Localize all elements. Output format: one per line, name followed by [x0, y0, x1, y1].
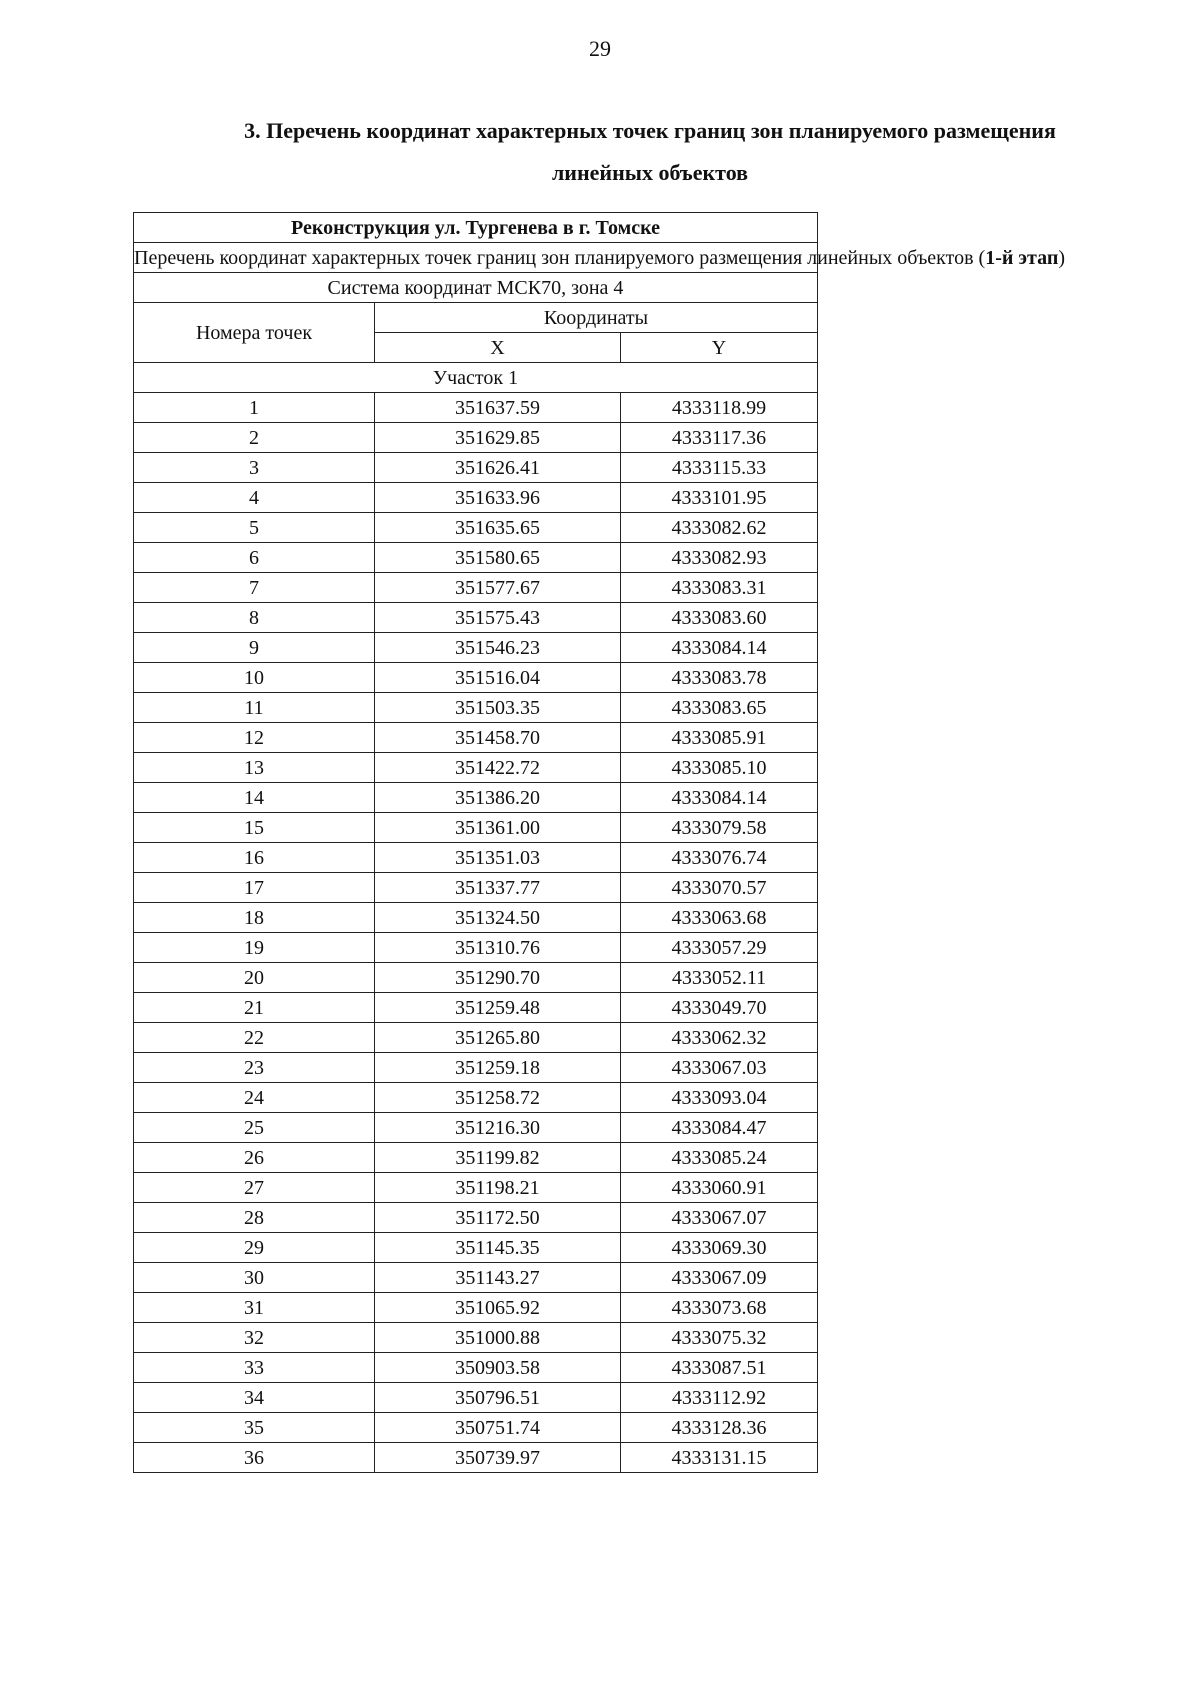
- y-coordinate-cell: 4333079.58: [621, 813, 818, 843]
- y-coordinate-cell: 4333057.29: [621, 933, 818, 963]
- y-coordinate-cell: 4333083.31: [621, 573, 818, 603]
- point-number-cell: 24: [134, 1083, 375, 1113]
- x-coordinate-cell: 350796.51: [375, 1383, 621, 1413]
- table-row: [134, 693, 818, 723]
- x-coordinate-cell: 351575.43: [375, 603, 621, 633]
- x-coordinate-cell: 351337.77: [375, 873, 621, 903]
- page-number: 29: [589, 36, 611, 61]
- point-number-cell: 28: [134, 1203, 375, 1233]
- table-row: [134, 1023, 818, 1053]
- y-coordinate-cell: 4333073.68: [621, 1293, 818, 1323]
- x-coordinate-cell: 351516.04: [375, 663, 621, 693]
- y-coordinate-cell: 4333063.68: [621, 903, 818, 933]
- point-number-cell: 30: [134, 1263, 375, 1293]
- x-coordinate-cell: 351310.76: [375, 933, 621, 963]
- point-number-cell: 1: [134, 393, 375, 423]
- x-coordinate-cell: 351198.21: [375, 1173, 621, 1203]
- y-coordinate-cell: 4333084.14: [621, 633, 818, 663]
- y-coordinate-cell: 4333070.57: [621, 873, 818, 903]
- table-row: [134, 873, 818, 903]
- x-coordinate-cell: 350903.58: [375, 1353, 621, 1383]
- point-number-cell: 18: [134, 903, 375, 933]
- y-coordinate-cell: 4333087.51: [621, 1353, 818, 1383]
- point-number-cell: 29: [134, 1233, 375, 1263]
- point-number-cell: 2: [134, 423, 375, 453]
- x-coordinate-cell: 351580.65: [375, 543, 621, 573]
- y-coordinate-cell: 4333076.74: [621, 843, 818, 873]
- point-number-cell: 5: [134, 513, 375, 543]
- x-coordinate-cell: 351626.41: [375, 453, 621, 483]
- table-row: [134, 963, 818, 993]
- y-coordinate-cell: 4333093.04: [621, 1083, 818, 1113]
- column-header-points: Номера точек: [134, 303, 375, 363]
- x-coordinate-cell: 351216.30: [375, 1113, 621, 1143]
- y-coordinate-cell: 4333085.24: [621, 1143, 818, 1173]
- x-coordinate-cell: 351577.67: [375, 573, 621, 603]
- x-coordinate-cell: 351258.72: [375, 1083, 621, 1113]
- point-number-cell: 21: [134, 993, 375, 1023]
- x-coordinate-cell: 351635.65: [375, 513, 621, 543]
- point-number-cell: 15: [134, 813, 375, 843]
- point-number-cell: 23: [134, 1053, 375, 1083]
- table-row: [134, 783, 818, 813]
- table-row: [134, 723, 818, 753]
- point-number-cell: 3: [134, 453, 375, 483]
- coordinates-table: [133, 212, 1066, 1473]
- y-coordinate-cell: 4333115.33: [621, 453, 818, 483]
- y-coordinate-cell: 4333084.47: [621, 1113, 818, 1143]
- description-suffix: ): [1058, 246, 1066, 269]
- y-coordinate-cell: 4333083.65: [621, 693, 818, 723]
- point-number-cell: 27: [134, 1173, 375, 1203]
- x-coordinate-cell: 351351.03: [375, 843, 621, 873]
- y-coordinate-cell: 4333117.36: [621, 423, 818, 453]
- y-coordinate-cell: 4333049.70: [621, 993, 818, 1023]
- point-number-cell: 34: [134, 1383, 375, 1413]
- x-coordinate-cell: 350751.74: [375, 1413, 621, 1443]
- y-coordinate-cell: 4333062.32: [621, 1023, 818, 1053]
- y-coordinate-cell: 4333083.78: [621, 663, 818, 693]
- section-heading-line-2: линейных объектов: [551, 160, 749, 185]
- x-coordinate-cell: 351259.48: [375, 993, 621, 1023]
- x-coordinate-cell: 351145.35: [375, 1233, 621, 1263]
- x-coordinate-cell: 351422.72: [375, 753, 621, 783]
- x-coordinate-cell: 351000.88: [375, 1323, 621, 1353]
- table-description: [134, 243, 1066, 273]
- x-coordinate-cell: 351637.59: [375, 393, 621, 423]
- table-row: [134, 1263, 818, 1293]
- point-number-cell: 16: [134, 843, 375, 873]
- point-number-cell: 7: [134, 573, 375, 603]
- point-number-cell: 35: [134, 1413, 375, 1443]
- x-coordinate-cell: 351065.92: [375, 1293, 621, 1323]
- section-label: Участок 1: [134, 363, 818, 393]
- x-coordinate-cell: 351199.82: [375, 1143, 621, 1173]
- table-row: [134, 1323, 818, 1353]
- table-row: [134, 573, 818, 603]
- table-title: Реконструкция ул. Тургенева в г. Томске: [134, 213, 818, 243]
- point-number-cell: 10: [134, 663, 375, 693]
- x-coordinate-cell: 351324.50: [375, 903, 621, 933]
- y-coordinate-cell: 4333067.03: [621, 1053, 818, 1083]
- table-row: [134, 1083, 818, 1113]
- coordinate-system-row: [134, 273, 818, 303]
- x-coordinate-cell: 351386.20: [375, 783, 621, 813]
- table-row: [134, 483, 818, 513]
- table-row: [134, 603, 818, 633]
- y-coordinate-cell: 4333131.15: [621, 1443, 818, 1473]
- table-row: [134, 933, 818, 963]
- x-coordinate-cell: 351633.96: [375, 483, 621, 513]
- section-heading: [140, 110, 1160, 194]
- table-row: [134, 1413, 818, 1443]
- y-coordinate-cell: 4333101.95: [621, 483, 818, 513]
- table-row: [134, 453, 818, 483]
- point-number-cell: 36: [134, 1443, 375, 1473]
- point-number-cell: 26: [134, 1143, 375, 1173]
- table-row: [134, 1233, 818, 1263]
- y-coordinate-cell: 4333067.09: [621, 1263, 818, 1293]
- point-number-cell: 4: [134, 483, 375, 513]
- table-row: [134, 993, 818, 1023]
- x-coordinate-cell: 351265.80: [375, 1023, 621, 1053]
- table-row: [134, 633, 818, 663]
- point-number-cell: 13: [134, 753, 375, 783]
- table-title-row: [134, 213, 818, 243]
- y-coordinate-cell: 4333085.91: [621, 723, 818, 753]
- y-coordinate-cell: 4333112.92: [621, 1383, 818, 1413]
- table-description-row: [134, 243, 818, 273]
- y-coordinate-cell: 4333067.07: [621, 1203, 818, 1233]
- y-coordinate-cell: 4333118.99: [621, 393, 818, 423]
- table-row: [134, 423, 818, 453]
- y-coordinate-cell: 4333060.91: [621, 1173, 818, 1203]
- x-coordinate-cell: 351361.00: [375, 813, 621, 843]
- x-coordinate-cell: 350739.97: [375, 1443, 621, 1473]
- x-coordinate-cell: 351172.50: [375, 1203, 621, 1233]
- y-coordinate-cell: 4333069.30: [621, 1233, 818, 1263]
- point-number-cell: 25: [134, 1113, 375, 1143]
- point-number-cell: 9: [134, 633, 375, 663]
- point-number-cell: 33: [134, 1353, 375, 1383]
- description-prefix: Перечень координат характерных точек границ зон планируемого размещения линейных объектов (: [134, 246, 986, 269]
- y-coordinate-cell: 4333084.14: [621, 783, 818, 813]
- table-row: [134, 513, 818, 543]
- x-coordinate-cell: 351143.27: [375, 1263, 621, 1293]
- point-number-cell: 6: [134, 543, 375, 573]
- point-number-cell: 32: [134, 1323, 375, 1353]
- point-number-cell: 12: [134, 723, 375, 753]
- column-header-coordinates: Координаты: [375, 303, 818, 333]
- table-row: [134, 543, 818, 573]
- table-row: [134, 393, 818, 423]
- x-coordinate-cell: 351259.18: [375, 1053, 621, 1083]
- table-row: [134, 903, 818, 933]
- section-heading-line-1: 3. Перечень координат характерных точек границ зон планируемого размещения: [244, 118, 1056, 143]
- y-coordinate-cell: 4333128.36: [621, 1413, 818, 1443]
- table-row: [134, 1353, 818, 1383]
- y-coordinate-cell: 4333082.62: [621, 513, 818, 543]
- column-header-y: Y: [621, 333, 818, 363]
- point-number-cell: 14: [134, 783, 375, 813]
- y-coordinate-cell: 4333082.93: [621, 543, 818, 573]
- table-row: [134, 813, 818, 843]
- y-coordinate-cell: 4333075.32: [621, 1323, 818, 1353]
- x-coordinate-cell: 351458.70: [375, 723, 621, 753]
- point-number-cell: 8: [134, 603, 375, 633]
- point-number-cell: 17: [134, 873, 375, 903]
- y-coordinate-cell: 4333083.60: [621, 603, 818, 633]
- y-coordinate-cell: 4333052.11: [621, 963, 818, 993]
- table-row: [134, 1053, 818, 1083]
- table-row: [134, 1293, 818, 1323]
- point-number-cell: 22: [134, 1023, 375, 1053]
- table-row: [134, 1383, 818, 1413]
- point-number-cell: 20: [134, 963, 375, 993]
- description-stage: 1-й этап: [985, 246, 1059, 269]
- y-coordinate-cell: 4333085.10: [621, 753, 818, 783]
- section-row: [134, 363, 818, 393]
- table-row: [134, 843, 818, 873]
- table-row: [134, 663, 818, 693]
- table-row: [134, 753, 818, 783]
- x-coordinate-cell: 351629.85: [375, 423, 621, 453]
- x-coordinate-cell: 351290.70: [375, 963, 621, 993]
- table-row: [134, 1173, 818, 1203]
- header-row-1: [134, 303, 818, 333]
- table-row: [134, 1443, 818, 1473]
- point-number-cell: 11: [134, 693, 375, 723]
- table-row: [134, 1113, 818, 1143]
- point-number-cell: 31: [134, 1293, 375, 1323]
- x-coordinate-cell: 351503.35: [375, 693, 621, 723]
- table-row: [134, 1203, 818, 1233]
- point-number-cell: 19: [134, 933, 375, 963]
- x-coordinate-cell: 351546.23: [375, 633, 621, 663]
- coordinate-system: Система координат МСК70, зона 4: [134, 273, 818, 303]
- column-header-x: X: [375, 333, 621, 363]
- table-row: [134, 1143, 818, 1173]
